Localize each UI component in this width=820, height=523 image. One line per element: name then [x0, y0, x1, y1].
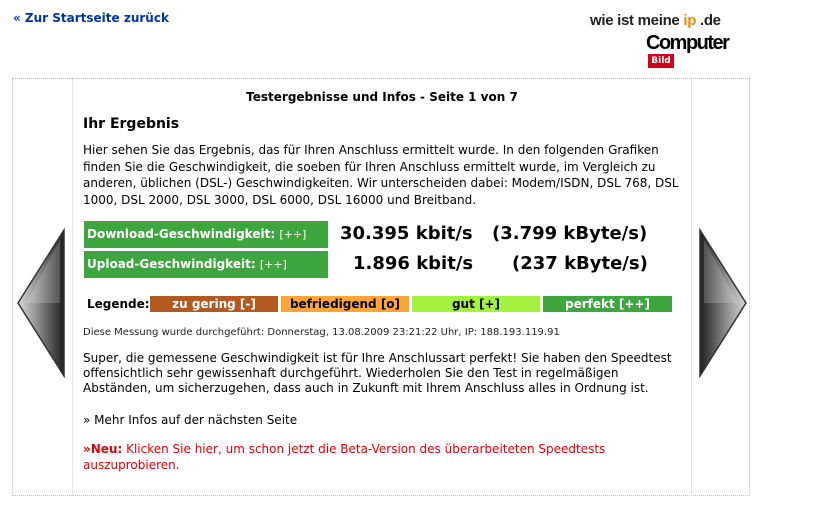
intro-text: Hier sehen Sie das Ergebnis, das für Ihren Anschluss ermittelt wurde. In den folgenden Grafiken finden Sie die Geschwindigkeit, die soeben für Ihren Anschluss ermittelt wurde, im Vergleich zu anderen, üblichen (DSL-) Geschwindigkeiten. Wir unterscheiden dabei: Modem/ISDN, DSL 768, DSL 1000, DSL 2000, DSL 3000, DSL 6000, DSL 16000 und Breitband.: [83, 143, 679, 207]
legend-good: gut [+]: [412, 296, 540, 312]
page-heading: Testergebnisse und Infos - Seite 1 von 7: [246, 90, 518, 104]
upload-kbyte-value: (237 kByte/s): [512, 253, 648, 274]
logo-wordmark: wie ist meine ip .de: [590, 12, 721, 29]
next-page-arrow-icon[interactable]: [698, 228, 748, 378]
legend-too-low: zu gering [-]: [150, 296, 278, 312]
computer-bild-logo[interactable]: [590, 12, 740, 72]
beta-version-link[interactable]: [83, 441, 683, 473]
more-info-link[interactable]: » Mehr Infos auf der nächsten Seite: [83, 413, 298, 427]
content-panel: [72, 78, 692, 496]
back-to-start-link[interactable]: « Zur Startseite zurück: [13, 11, 169, 25]
download-kbyte-value: (3.799 kByte/s): [492, 223, 648, 244]
previous-page-arrow-icon[interactable]: [16, 228, 66, 378]
section-title: Ihr Ergebnis: [83, 116, 180, 132]
measurement-timestamp: Diese Messung wurde durchgeführt: Donnerstag, 13.08.2009 23:21:22 Uhr, IP: 188.193.119.91: [83, 327, 560, 338]
download-kbit-value: 30.395 kbit/s: [340, 223, 473, 244]
legend-title: Legende:: [87, 297, 150, 311]
result-message: Super, die gemessene Geschwindigkeit ist für Ihre Anschlussart perfekt! Sie haben den Speedtest offensichtlich sehr gewissenhaft durchgeführt. Wiederholen Sie den Test in regelmäßigen Abständen, um sicherzugehen, dass auch in Zukunft mit Ihrem Anschluss alles in Ordnung ist.: [83, 351, 672, 395]
beta-link-text[interactable]: Klicken Sie hier, um schon jetzt die Beta-Version des überarbeiteten Speedtests auszuprobieren.: [83, 442, 606, 472]
legend-satisfactory: befriedigend [o]: [281, 296, 409, 312]
upload-rating: [++]: [259, 258, 287, 271]
logo-bild-badge: Bild: [648, 54, 674, 68]
beta-new-badge: »Neu:: [83, 442, 123, 456]
logo-brand: Computer: [646, 32, 729, 54]
download-speed-label: Download-Geschwindigkeit: [++]: [84, 221, 328, 248]
upload-kbit-value: 1.896 kbit/s: [353, 253, 474, 274]
download-rating: [++]: [279, 228, 307, 241]
legend-perfect: perfekt [++]: [543, 296, 672, 312]
upload-speed-label: Upload-Geschwindigkeit: [++]: [84, 251, 328, 278]
